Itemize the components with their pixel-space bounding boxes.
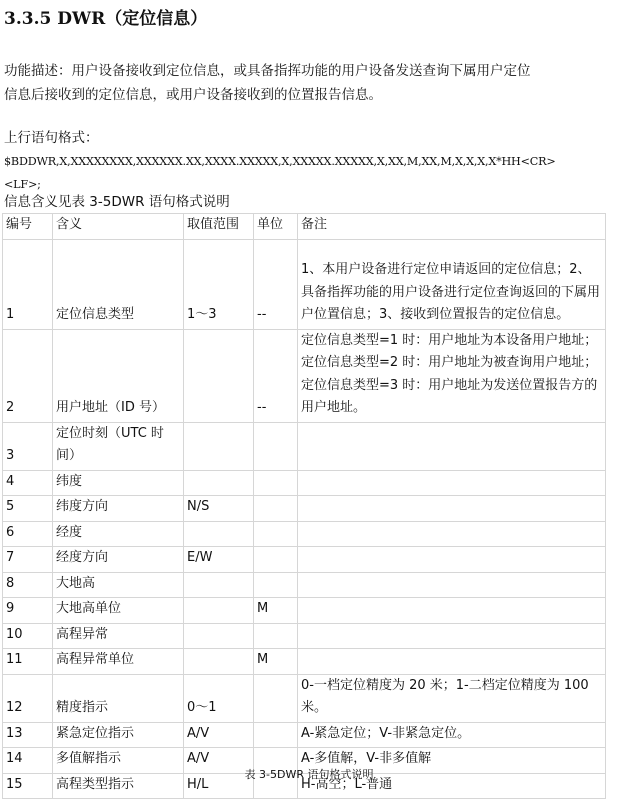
description-line-1: 功能描述：用户设备接收到定位信息，或具备指挥功能的用户设备发送查询下属用户定位 <box>4 63 531 79</box>
table-cell: 14 <box>3 748 53 774</box>
table-row <box>3 572 606 598</box>
table-cell: 6 <box>3 521 53 547</box>
table-cell: 纬度方向 <box>53 496 184 522</box>
table-cell: 高程异常单位 <box>53 649 184 675</box>
description-line-2: 信息后接收到的定位信息，或用户设备接收到的位置报告信息。 <box>4 87 382 103</box>
table-header-cell: 单位 <box>254 214 298 240</box>
section-title: 3.3.5 DWR（定位信息） <box>4 9 208 29</box>
table-row <box>3 674 606 722</box>
table-header-cell: 编号 <box>3 214 53 240</box>
table-cell: 纬度 <box>53 470 184 496</box>
table-cell: 4 <box>3 470 53 496</box>
table-cell: 9 <box>3 598 53 624</box>
table-cell <box>184 470 254 496</box>
table-cell: 大地高单位 <box>53 598 184 624</box>
table-reference: 信息含义见表 3-5DWR 语句格式说明 <box>4 194 230 210</box>
table-cell: 经度 <box>53 521 184 547</box>
table-cell: A/V <box>184 722 254 748</box>
table-cell: 7 <box>3 547 53 573</box>
table-cell <box>298 521 606 547</box>
table-cell <box>184 521 254 547</box>
dwr-format-table <box>2 213 606 799</box>
table-cell: 13 <box>3 722 53 748</box>
table-cell: 紧急定位指示 <box>53 722 184 748</box>
table-cell <box>184 422 254 470</box>
table-cell <box>254 521 298 547</box>
table-row <box>3 521 606 547</box>
table-cell: 定位时刻（UTC 时间） <box>53 422 184 470</box>
table-cell: 3 <box>3 422 53 470</box>
table-cell: 多值解指示 <box>53 748 184 774</box>
table-cell: A-多值解，V-非多值解 <box>298 748 606 774</box>
table-header-cell: 含义 <box>53 214 184 240</box>
table-cell <box>184 329 254 422</box>
table-cell <box>298 572 606 598</box>
table-cell: 精度指示 <box>53 674 184 722</box>
table-cell: A-紧急定位；V-非紧急定位。 <box>298 722 606 748</box>
table-cell <box>298 496 606 522</box>
table-cell: -- <box>254 329 298 422</box>
table-cell <box>184 598 254 624</box>
table-cell: 10 <box>3 623 53 649</box>
table-cell: 12 <box>3 674 53 722</box>
table-cell: A/V <box>184 748 254 774</box>
table-row <box>3 598 606 624</box>
table-cell <box>298 547 606 573</box>
table-cell <box>298 422 606 470</box>
table-row <box>3 470 606 496</box>
table-cell: 高程异常 <box>53 623 184 649</box>
table-cell: 1～3 <box>184 239 254 329</box>
table-cell: H/L <box>184 773 254 799</box>
table-cell: 0-一档定位精度为 20 米；1-二档定位精度为 100 米。 <box>298 674 606 722</box>
table-cell <box>254 547 298 573</box>
table-cell <box>254 470 298 496</box>
table-cell: 1、本用户设备进行定位申请返回的定位信息；2、具备指挥功能的用户设备进行定位查询返回的下属用户位置信息；3、接收到位置报告的定位信息。 <box>298 239 606 329</box>
format-line-1: $BDDWR,X,XXXXXXXX,XXXXXX.XX,XXXX.XXXXX,X,XXXXX.XXXXX,X,XX,M,XX,M,X,X,X,X*HH<CR> <box>4 155 556 168</box>
table-cell <box>184 623 254 649</box>
table-row <box>3 329 606 422</box>
table-cell: 8 <box>3 572 53 598</box>
table-cell: 0～1 <box>184 674 254 722</box>
table-row <box>3 547 606 573</box>
table-cell: M <box>254 598 298 624</box>
table-cell: -- <box>254 239 298 329</box>
table-cell: 大地高 <box>53 572 184 598</box>
table-cell: E/W <box>184 547 254 573</box>
table-cell: 定位信息类型 <box>53 239 184 329</box>
table-cell: 11 <box>3 649 53 675</box>
table-cell: M <box>254 649 298 675</box>
table-cell <box>298 649 606 675</box>
table-cell: N/S <box>184 496 254 522</box>
table-header-cell: 取值范围 <box>184 214 254 240</box>
table-cell: 高程类型指示 <box>53 773 184 799</box>
table-cell <box>254 722 298 748</box>
table-row <box>3 623 606 649</box>
table-cell <box>254 674 298 722</box>
table-cell: 15 <box>3 773 53 799</box>
table-row <box>3 496 606 522</box>
table-cell <box>298 598 606 624</box>
table-cell <box>184 572 254 598</box>
table-cell: 定位信息类型=1 时：用户地址为本设备用户地址；定位信息类型=2 时：用户地址为被查询用户地址；定位信息类型=3 时：用户地址为发送位置报告方的用户地址。 <box>298 329 606 422</box>
table-cell <box>254 496 298 522</box>
table-row <box>3 649 606 675</box>
table-cell <box>298 470 606 496</box>
table-cell: 1 <box>3 239 53 329</box>
table-cell <box>254 422 298 470</box>
table-row <box>3 722 606 748</box>
table-cell: 经度方向 <box>53 547 184 573</box>
table-cell <box>254 572 298 598</box>
format-line-2: <LF>; <box>4 178 41 191</box>
format-label: 上行语句格式： <box>4 130 99 146</box>
table-row <box>3 239 606 329</box>
table-cell: 用户地址（ID 号） <box>53 329 184 422</box>
table-cell <box>254 623 298 649</box>
table-header-row <box>3 214 606 240</box>
table-header-cell: 备注 <box>298 214 606 240</box>
table-cell <box>184 649 254 675</box>
table-cell: 2 <box>3 329 53 422</box>
table-cell <box>298 623 606 649</box>
table-cell: 5 <box>3 496 53 522</box>
table-caption: 表 3-5DWR 语句格式说明 <box>244 768 374 781</box>
table-cell: H-高空；L-普通 <box>298 773 606 799</box>
table-row <box>3 422 606 470</box>
